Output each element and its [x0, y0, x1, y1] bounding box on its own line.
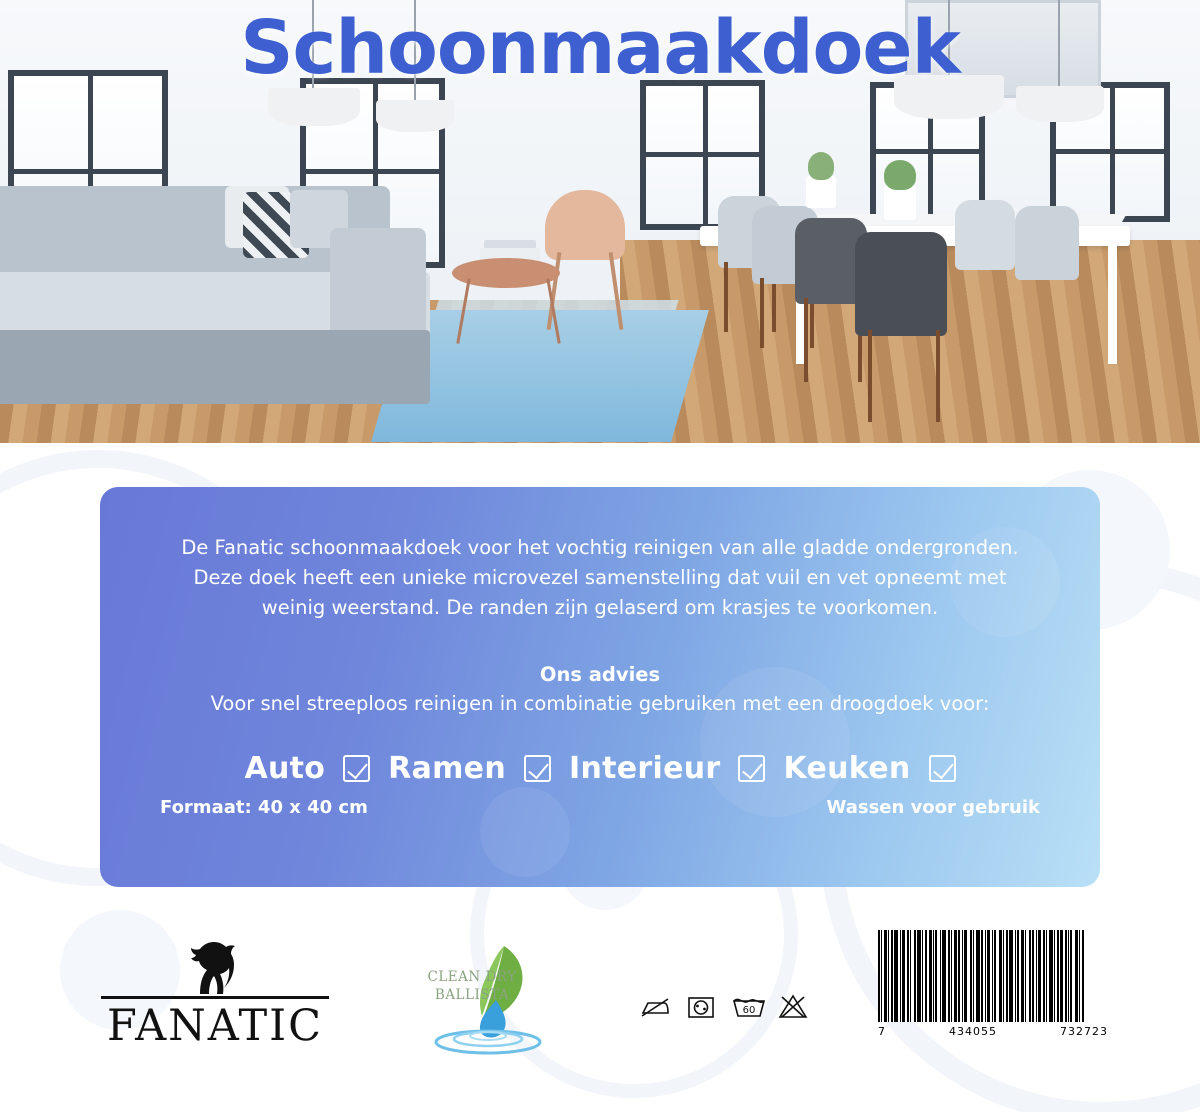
use-case-label-ramen: Ramen [388, 751, 506, 786]
eco-logo [408, 938, 558, 1058]
plant-pot [806, 176, 836, 208]
plant [808, 152, 834, 180]
chair-leg [724, 262, 728, 332]
pendant-lamp [1016, 86, 1104, 122]
pendant-lamp [376, 100, 454, 132]
chair-leg [868, 330, 872, 422]
chair-leg [804, 298, 808, 382]
use-case-list [160, 751, 1040, 786]
checkbox-keuken [929, 755, 956, 782]
pendant-lamp [268, 88, 360, 126]
no-tumble-dry-icon [686, 992, 716, 1022]
dining-chair [955, 200, 1015, 270]
description-line-1: De Fanatic schoonmaakdoek voor het vochtig reinigen van alle gladde ondergronden. [181, 536, 1019, 559]
brand-logo [95, 938, 335, 1049]
use-case-label-interieur: Interieur [568, 751, 721, 786]
accent-chair [545, 190, 625, 260]
no-bleach-icon [778, 992, 808, 1022]
checkbox-ramen [524, 755, 551, 782]
advice-subtext: Voor snel streeploos reinigen in combinatie gebruiken met een droogdoek voor: [210, 692, 990, 715]
product-info-panel [100, 487, 1100, 887]
barcode-group-2: 732723 [1060, 1025, 1108, 1038]
barcode-group-1: 434055 [949, 1025, 997, 1038]
brand-name: FANATIC [106, 1001, 324, 1051]
barcode-left-digit: 7 [878, 1025, 886, 1038]
dining-chair [855, 232, 947, 336]
use-case-label-auto: Auto [244, 751, 326, 786]
wash-60-icon [732, 992, 762, 1022]
eco-logo-line-2: BALLISTA [434, 987, 510, 1003]
sofa-base [0, 330, 430, 404]
checkbox-interieur [738, 755, 765, 782]
advice-heading: Ons advies [539, 663, 661, 686]
chair-leg [936, 330, 940, 422]
logo-rule [101, 996, 329, 999]
description-line-3: weinig weerstand. De randen zijn gelaserd om krasjes te voorkomen. [261, 596, 939, 619]
panel-footer [160, 797, 1040, 818]
horse-icon [95, 938, 335, 996]
table-leg [1108, 244, 1117, 364]
dining-chair [1015, 206, 1079, 280]
footer-bar [0, 900, 1200, 1112]
decorative-bubble [700, 667, 850, 817]
description-line-2: Deze doek heeft een unieke microvezel samenstelling dat vuil en vet opneemt met [193, 566, 1007, 589]
format-text: Formaat: 40 x 40 cm [160, 797, 368, 818]
care-instruction-icons [640, 992, 808, 1022]
plant [884, 160, 916, 190]
page-title: Schoonmaakdoek [240, 5, 960, 91]
plant-pot [884, 186, 916, 220]
product-description [160, 533, 1040, 623]
eco-logo-line-1: CLEAN DRY [427, 969, 517, 985]
no-ironing-icon [640, 992, 670, 1022]
wash-note-text: Wassen voor gebruik [826, 797, 1040, 818]
chair-leg [760, 278, 764, 348]
barcode [878, 930, 1108, 1038]
barcode-bars [878, 930, 1108, 1022]
checkbox-auto [343, 755, 370, 782]
eco-logo-text [408, 968, 536, 1004]
wash-temperature-label: 60 [742, 1005, 756, 1016]
barcode-digits [878, 1025, 1108, 1038]
use-case-label-keuken: Keuken [783, 751, 911, 786]
